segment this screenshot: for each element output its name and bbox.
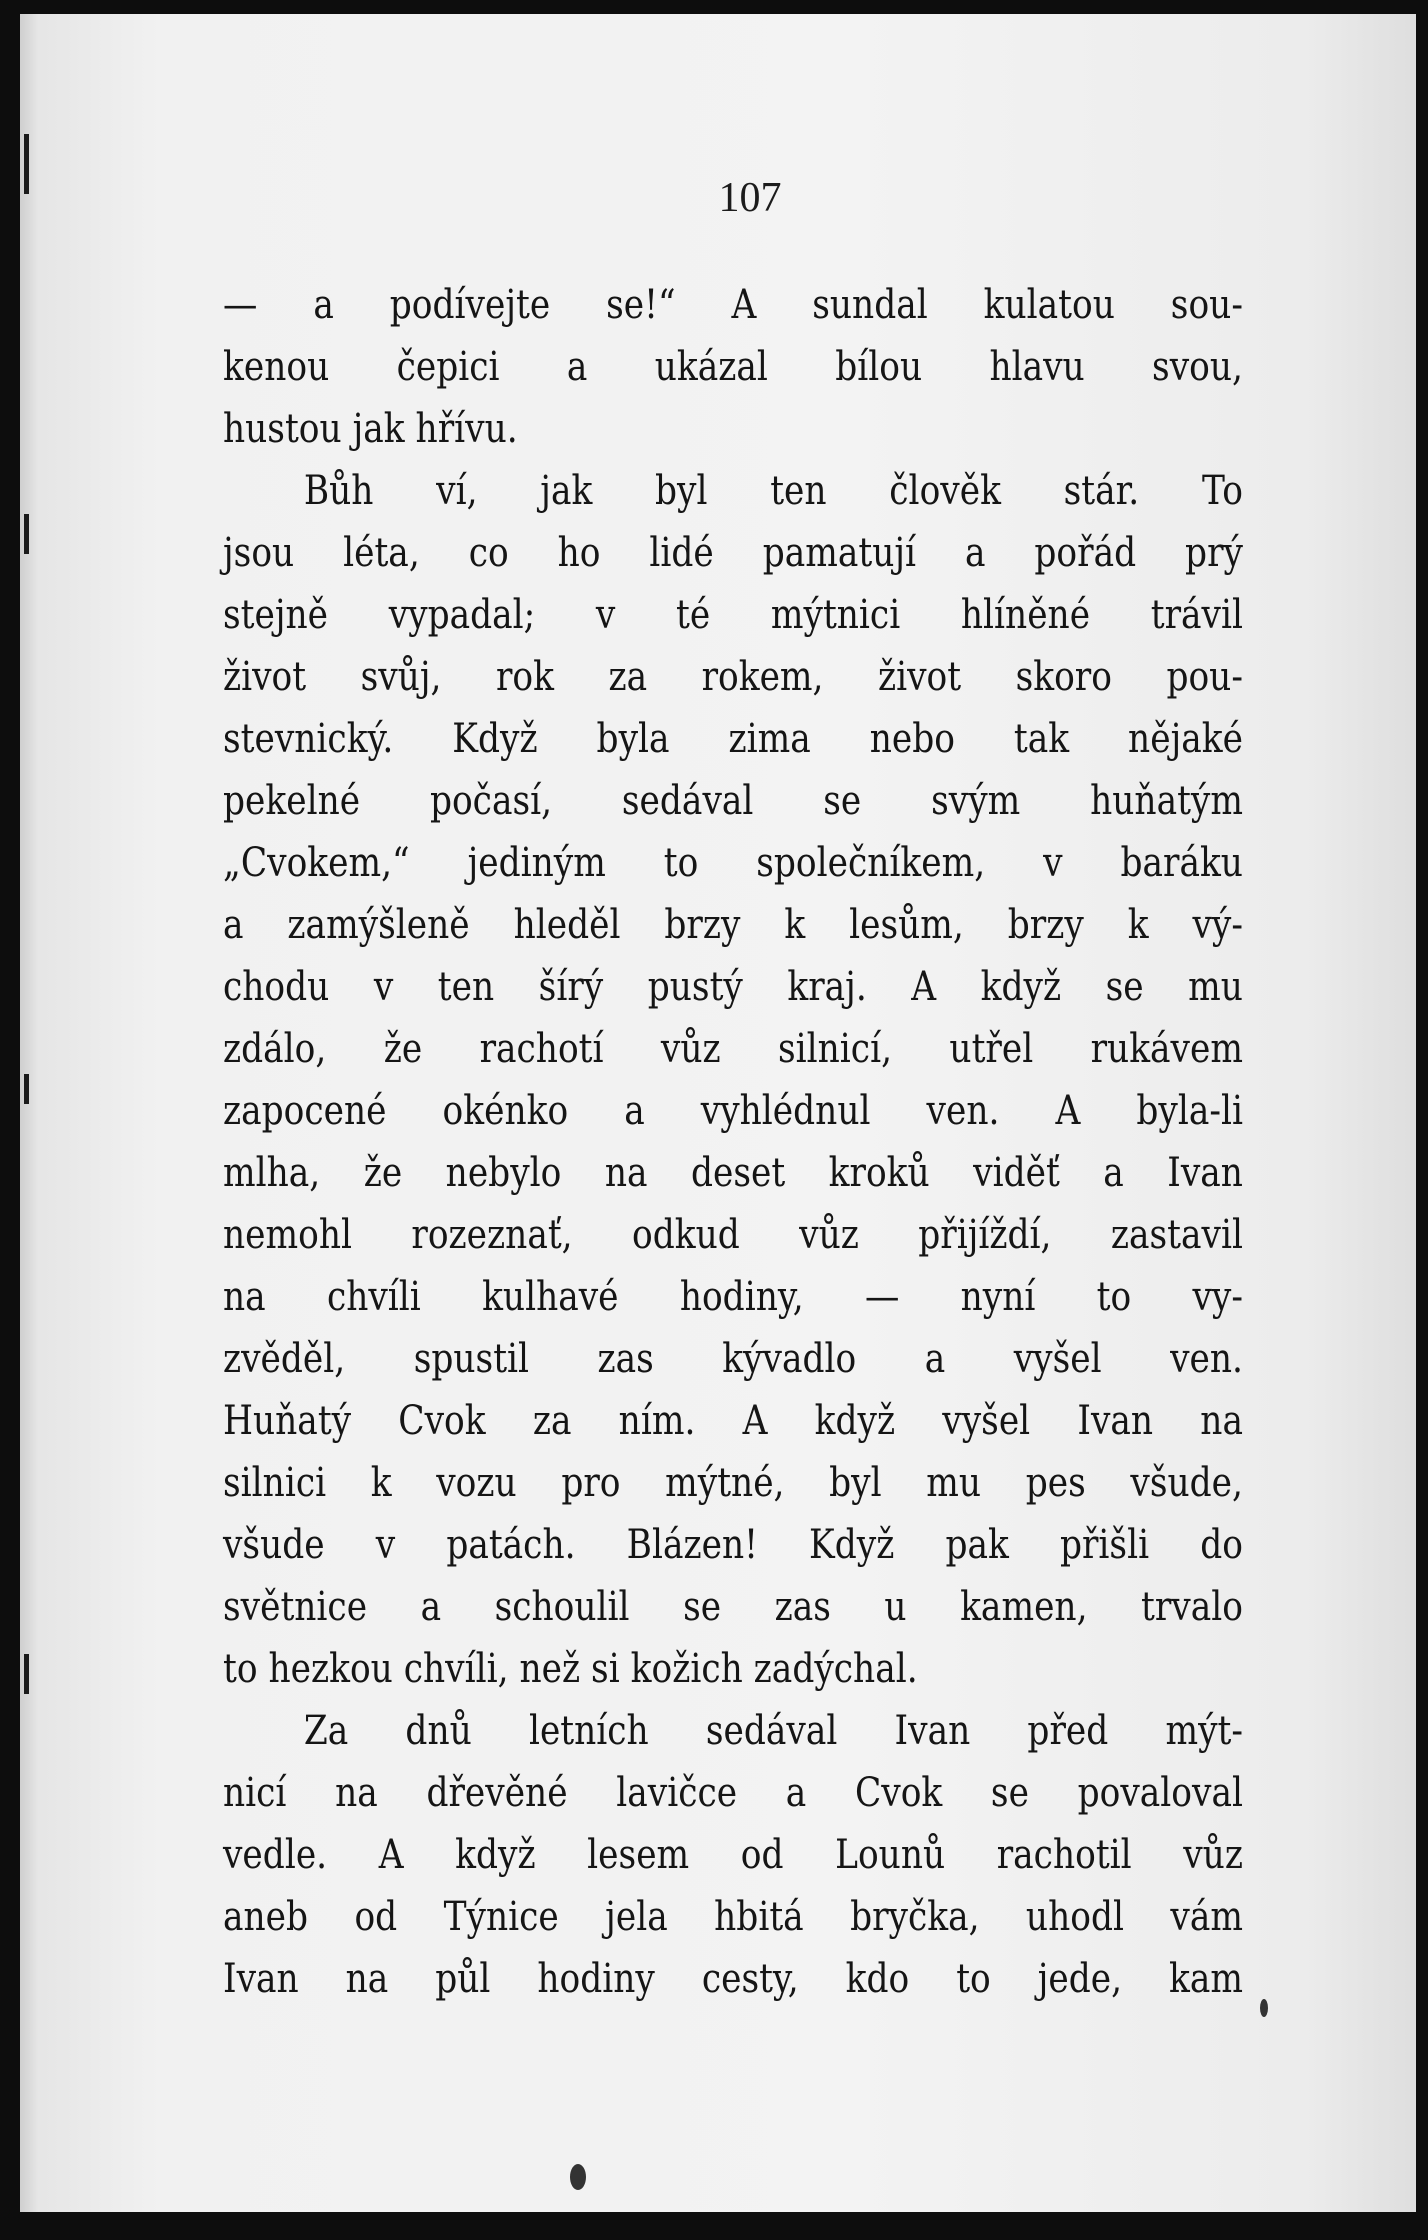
text-line: Huňatý Cvok za ním. A když vyšel Ivan na xyxy=(223,1398,1243,1444)
text-line: „Cvokem,“ jediným to společníkem, v baráku xyxy=(223,840,1243,886)
text-line: stevnický. Když byla zima nebo tak nějaké xyxy=(223,716,1243,762)
text-line: aneb od Týnice jela hbitá bryčka, uhodl vám xyxy=(223,1894,1243,1940)
text-line: chodu v ten šírý pustý kraj. A když se mu xyxy=(223,964,1243,1010)
text-line: mlha, že nebylo na deset kroků viděť a Ivan xyxy=(223,1150,1243,1196)
text-line: — a podívejte se!“ A sundal kulatou sou- xyxy=(223,282,1243,328)
text-line: Bůh ví, jak byl ten člověk stár. To xyxy=(303,468,1243,514)
text-line: silnici k vozu pro mýtné, byl mu pes všude, xyxy=(223,1460,1243,1506)
text-line: zvěděl, spustil zas kývadlo a vyšel ven. xyxy=(223,1336,1243,1382)
text-line: vedle. A když lesem od Lounů rachotil vůz xyxy=(223,1832,1243,1878)
text-line: všude v patách. Blázen! Když pak přišli do xyxy=(223,1522,1243,1568)
ink-speck xyxy=(1260,1999,1268,2017)
text-line: na chvíli kulhavé hodiny, — nyní to vy- xyxy=(223,1274,1243,1320)
page-number: 107 xyxy=(718,175,782,221)
text-line: jsou léta, co ho lidé pamatují a pořád prý xyxy=(223,530,1243,576)
binding-mark xyxy=(24,1654,29,1694)
text-line: kenou čepici a ukázal bílou hlavu svou, xyxy=(223,344,1243,390)
text-line: hustou jak hřívu. xyxy=(223,406,518,452)
text-line: stejně vypadal; v té mýtnici hlíněné trávil xyxy=(223,592,1243,638)
text-line: světnice a schoulil se zas u kamen, trvalo xyxy=(223,1584,1243,1630)
ink-speck xyxy=(570,2164,586,2190)
text-line: Za dnů letních sedával Ivan před mýt- xyxy=(303,1708,1243,1754)
book-page xyxy=(20,14,1416,2212)
text-line: nemohl rozeznať, odkud vůz přijíždí, zastavil xyxy=(223,1212,1243,1258)
binding-mark xyxy=(24,514,29,554)
body-text xyxy=(223,274,1243,2010)
text-line: nicí na dřevěné lavičce a Cvok se povaloval xyxy=(223,1770,1243,1816)
text-line: Ivan na půl hodiny cesty, kdo to jede, kam xyxy=(223,1956,1243,2002)
text-line: a zamýšleně hleděl brzy k lesům, brzy k vý- xyxy=(223,902,1243,948)
text-line: život svůj, rok za rokem, život skoro pou- xyxy=(223,654,1243,700)
text-line: zdálo, že rachotí vůz silnicí, utřel rukávem xyxy=(223,1026,1243,1072)
text-line: to hezkou chvíli, než si kožich zadýchal. xyxy=(223,1646,918,1692)
binding-mark xyxy=(24,1074,29,1104)
text-line: zapocené okénko a vyhlédnul ven. A byla-li xyxy=(223,1088,1243,1134)
text-line: pekelné počasí, sedával se svým huňatým xyxy=(223,778,1243,824)
page-edge-shadow xyxy=(20,14,38,2212)
